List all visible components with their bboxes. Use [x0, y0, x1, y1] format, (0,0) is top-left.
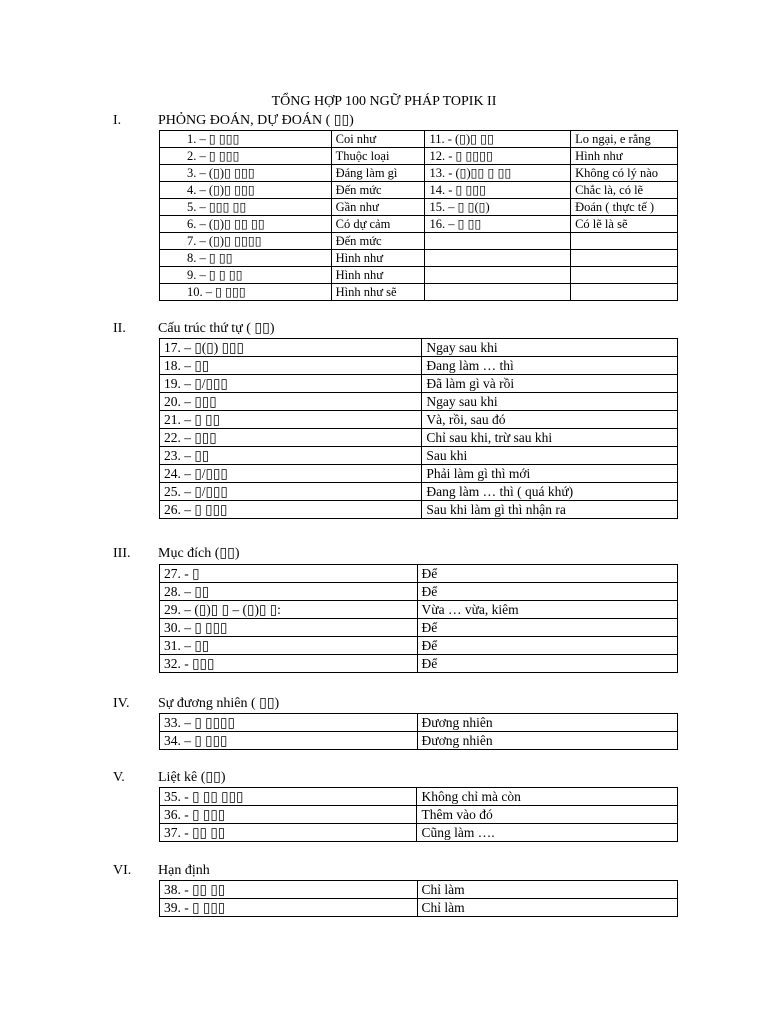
meaning-cell: Đáng làm gì — [331, 165, 425, 182]
meaning-cell: Coi như — [331, 131, 425, 148]
section-6-title: Hạn định — [158, 863, 210, 878]
meaning-cell: Sau khi — [422, 447, 678, 465]
meaning-cell: Đoán ( thực tế ) — [571, 199, 678, 216]
meaning-cell: Để — [417, 619, 677, 637]
grammar-pattern-cell: 20. – ▯▯▯ — [160, 393, 422, 411]
meaning-cell: Để — [417, 565, 677, 583]
grammar-pattern-cell — [425, 284, 571, 301]
section-3-table — [159, 564, 678, 673]
table-row — [160, 483, 678, 501]
grammar-pattern-cell: 33. – ▯ ▯▯▯▯ — [160, 714, 418, 732]
grammar-pattern-cell: 10. – ▯ ▯▯▯ — [160, 284, 332, 301]
grammar-pattern-cell: 8. – ▯ ▯▯ — [160, 250, 332, 267]
grammar-pattern-cell: 37. - ▯▯ ▯▯ — [160, 824, 417, 842]
table-row — [160, 447, 678, 465]
meaning-cell: Đương nhiên — [417, 732, 678, 750]
grammar-pattern-cell: 23. – ▯▯ — [160, 447, 422, 465]
meaning-cell: Hình như sẽ — [331, 284, 425, 301]
table-row — [160, 250, 678, 267]
grammar-pattern-cell: 2. – ▯ ▯▯▯ — [160, 148, 332, 165]
section-3-number: III. — [113, 546, 131, 561]
meaning-cell: Để — [417, 637, 677, 655]
meaning-cell: Gần như — [331, 199, 425, 216]
meaning-cell: Chỉ làm — [417, 899, 677, 917]
table-row — [160, 339, 678, 357]
grammar-pattern-cell: 22. – ▯▯▯ — [160, 429, 422, 447]
document-title: TỔNG HỢP 100 NGỮ PHÁP TOPIK II — [271, 94, 497, 109]
meaning-cell: Hình như — [571, 148, 678, 165]
table-row — [160, 165, 678, 182]
table-row — [160, 637, 678, 655]
grammar-pattern-cell: 16. – ▯ ▯▯ — [425, 216, 571, 233]
grammar-pattern-cell: 19. – ▯/▯▯▯ — [160, 375, 422, 393]
meaning-cell: Và, rồi, sau đó — [422, 411, 678, 429]
grammar-pattern-cell: 39. - ▯ ▯▯▯ — [160, 899, 418, 917]
grammar-pattern-cell: 26. – ▯ ▯▯▯ — [160, 501, 422, 519]
grammar-pattern-cell: 30. – ▯ ▯▯▯ — [160, 619, 418, 637]
grammar-pattern-cell: 24. – ▯/▯▯▯ — [160, 465, 422, 483]
table-row — [160, 806, 678, 824]
table-row — [160, 216, 678, 233]
meaning-cell: Đến mức — [331, 182, 425, 199]
grammar-pattern-cell: 17. – ▯(▯) ▯▯▯ — [160, 339, 422, 357]
meaning-cell: Để — [417, 655, 677, 673]
grammar-pattern-cell: 36. - ▯ ▯▯▯ — [160, 806, 417, 824]
table-row — [160, 501, 678, 519]
grammar-pattern-cell: 15. – ▯ ▯(▯) — [425, 199, 571, 216]
table-row — [160, 619, 678, 637]
meaning-cell: Cũng làm …. — [417, 824, 678, 842]
section-1-table — [159, 130, 678, 301]
meaning-cell: Đương nhiên — [417, 714, 678, 732]
table-row — [160, 465, 678, 483]
table-row — [160, 199, 678, 216]
meaning-cell: Không có lý nào — [571, 165, 678, 182]
section-2-table — [159, 338, 678, 519]
meaning-cell: Đang làm … thì — [422, 357, 678, 375]
table-row — [160, 583, 678, 601]
grammar-pattern-cell: 1. – ▯ ▯▯▯ — [160, 131, 332, 148]
grammar-pattern-cell: 3. – (▯)▯ ▯▯▯ — [160, 165, 332, 182]
grammar-pattern-cell: 34. – ▯ ▯▯▯ — [160, 732, 418, 750]
table-row — [160, 824, 678, 842]
grammar-pattern-cell: 12. - ▯ ▯▯▯▯ — [425, 148, 571, 165]
grammar-pattern-cell — [425, 233, 571, 250]
meaning-cell: Phải làm gì thì mới — [422, 465, 678, 483]
table-row — [160, 148, 678, 165]
table-row — [160, 714, 678, 732]
grammar-pattern-cell: 25. – ▯/▯▯▯ — [160, 483, 422, 501]
table-row — [160, 655, 678, 673]
table-row — [160, 267, 678, 284]
grammar-pattern-cell: 9. – ▯ ▯ ▯▯ — [160, 267, 332, 284]
grammar-pattern-cell: 6. – (▯)▯ ▯▯ ▯▯ — [160, 216, 332, 233]
meaning-cell: Đến mức — [331, 233, 425, 250]
section-2-number: II. — [113, 321, 126, 336]
meaning-cell: Có dự cảm — [331, 216, 425, 233]
grammar-pattern-cell: 31. – ▯▯ — [160, 637, 418, 655]
meaning-cell: Vừa … vừa, kiêm — [417, 601, 677, 619]
section-5-table — [159, 787, 678, 842]
table-row — [160, 375, 678, 393]
grammar-pattern-cell: 29. – (▯)▯ ▯ – (▯)▯ ▯: — [160, 601, 418, 619]
table-row — [160, 601, 678, 619]
grammar-pattern-cell: 35. - ▯ ▯▯ ▯▯▯ — [160, 788, 417, 806]
section-1-title: PHỎNG ĐOÁN, DỰ ĐOÁN ( ▯▯) — [158, 113, 354, 128]
meaning-cell — [571, 267, 678, 284]
table-row — [160, 565, 678, 583]
meaning-cell: Đã làm gì và rồi — [422, 375, 678, 393]
grammar-pattern-cell: 13. - (▯)▯▯ ▯ ▯▯ — [425, 165, 571, 182]
section-4-number: IV. — [113, 696, 130, 711]
meaning-cell: Sau khi làm gì thì nhận ra — [422, 501, 678, 519]
table-row — [160, 284, 678, 301]
grammar-pattern-cell — [425, 267, 571, 284]
grammar-pattern-cell: 27. - ▯ — [160, 565, 418, 583]
section-6-number: VI. — [113, 863, 132, 878]
table-row — [160, 899, 678, 917]
meaning-cell — [571, 284, 678, 301]
meaning-cell: Hình như — [331, 250, 425, 267]
table-row — [160, 429, 678, 447]
table-row — [160, 233, 678, 250]
meaning-cell: Hình như — [331, 267, 425, 284]
section-5-number: V. — [113, 770, 125, 785]
meaning-cell: Chỉ sau khi, trừ sau khi — [422, 429, 678, 447]
table-row — [160, 881, 678, 899]
section-3-title: Mục đích (▯▯) — [158, 546, 240, 561]
meaning-cell: Để — [417, 583, 677, 601]
section-6-table — [159, 880, 678, 917]
grammar-pattern-cell: 7. – (▯)▯ ▯▯▯▯ — [160, 233, 332, 250]
grammar-pattern-cell — [425, 250, 571, 267]
table-row — [160, 182, 678, 199]
section-4-table — [159, 713, 678, 750]
meaning-cell: Đang làm … thì ( quá khứ) — [422, 483, 678, 501]
meaning-cell: Không chỉ mà còn — [417, 788, 678, 806]
grammar-pattern-cell: 32. - ▯▯▯ — [160, 655, 418, 673]
table-row — [160, 357, 678, 375]
table-row — [160, 732, 678, 750]
meaning-cell: Thuộc loại — [331, 148, 425, 165]
grammar-pattern-cell: 11. - (▯)▯ ▯▯ — [425, 131, 571, 148]
section-4-title: Sự đương nhiên ( ▯▯) — [158, 696, 280, 711]
grammar-pattern-cell: 28. – ▯▯ — [160, 583, 418, 601]
meaning-cell — [571, 250, 678, 267]
meaning-cell — [571, 233, 678, 250]
table-row — [160, 788, 678, 806]
table-row — [160, 393, 678, 411]
meaning-cell: Ngay sau khi — [422, 339, 678, 357]
grammar-pattern-cell: 5. – ▯▯▯ ▯▯ — [160, 199, 332, 216]
grammar-pattern-cell: 38. - ▯▯ ▯▯ — [160, 881, 418, 899]
section-5-title: Liệt kê (▯▯) — [158, 770, 226, 785]
table-row — [160, 131, 678, 148]
meaning-cell: Chỉ làm — [417, 881, 677, 899]
meaning-cell: Thêm vào đó — [417, 806, 678, 824]
grammar-pattern-cell: 4. – (▯)▯ ▯▯▯ — [160, 182, 332, 199]
grammar-pattern-cell: 21. – ▯ ▯▯ — [160, 411, 422, 429]
meaning-cell: Lo ngại, e rằng — [571, 131, 678, 148]
meaning-cell: Có lẽ là sẽ — [571, 216, 678, 233]
meaning-cell: Ngay sau khi — [422, 393, 678, 411]
meaning-cell: Chắc là, có lẽ — [571, 182, 678, 199]
table-row — [160, 411, 678, 429]
grammar-pattern-cell: 18. – ▯▯ — [160, 357, 422, 375]
grammar-pattern-cell: 14. - ▯ ▯▯▯ — [425, 182, 571, 199]
section-2-title: Cấu trúc thứ tự ( ▯▯) — [158, 321, 275, 336]
section-1-number: I. — [113, 113, 122, 128]
